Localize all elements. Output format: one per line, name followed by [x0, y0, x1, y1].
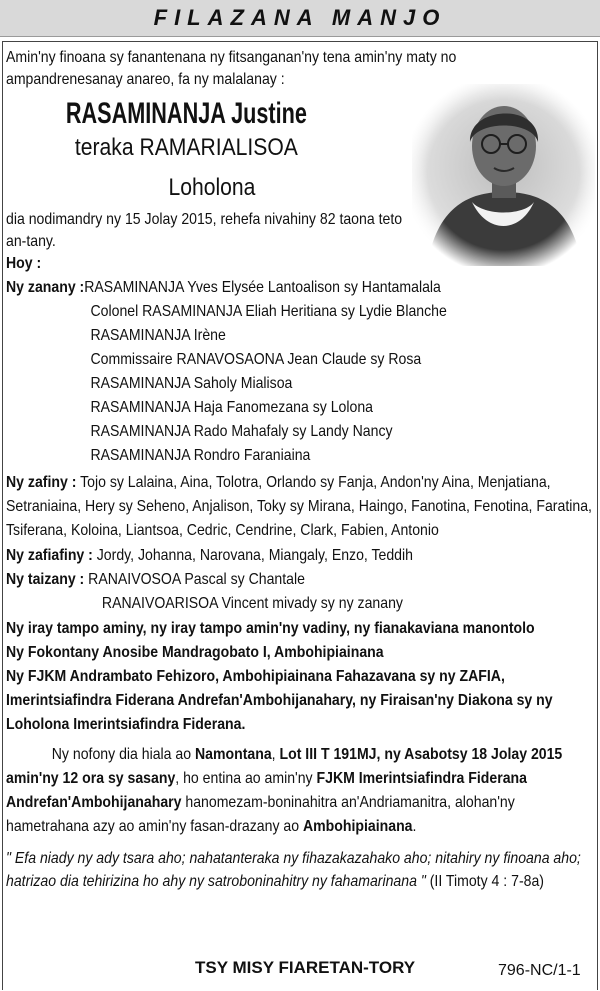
funeral-notice — [6, 743, 594, 839]
child-line: RASAMINANJA Yves Elysée Lantoalison sy Hantamalala — [84, 279, 441, 296]
obituary-body — [6, 47, 594, 893]
funeral-text: hanomezam-boninahitra an'Andriamanitra, alohan'ny hametrahana azy ao amin'ny fasan-drazany ao — [6, 794, 515, 835]
children-section — [6, 277, 594, 467]
mourners-line: Ny Fokontany Anosibe Mandragobato I, Ambohipiainana — [6, 644, 384, 661]
deceased-name-block — [6, 95, 367, 163]
siblings-section — [6, 569, 594, 615]
funeral-address-date: Lot III T 191MJ, ny Asabotsy 18 Jolay 2015 amin'ny 12 ora sy sasany — [6, 746, 563, 787]
siblings-label: Ny taizany : — [6, 571, 85, 588]
funeral-text: . — [412, 818, 417, 835]
intro-text: Amin'ny finoana sy fanantenana ny fitsanganan'ny tena amin'ny maty no ampandrenesanay anareo, fa ny malalanay : — [6, 49, 457, 88]
grandchildren-label: Ny zafiny : — [6, 474, 77, 491]
funeral-text: , — [271, 746, 280, 763]
child-line: RASAMINANJA Rondro Faraniaina — [90, 447, 311, 464]
verse-reference: (II Timoty 4 : 7-8a) — [429, 873, 544, 890]
burial-place: Ambohipiainana — [302, 818, 413, 835]
child-line: RASAMINANJA Haja Fanomezana sy Lolona — [90, 399, 374, 416]
reference-code: 796-NC/1-1 — [498, 962, 581, 979]
signature: TSY MISY FIARETAN-TORY — [195, 958, 416, 977]
great-grandchildren-section — [6, 545, 594, 567]
child-line: RASAMINANJA Rado Mahafaly sy Landy Nancy — [90, 423, 393, 440]
sibling-line: RANAIVOARISOA Vincent mivady sy ny zanany — [101, 595, 403, 612]
header-title: FILAZANA MANJO — [153, 5, 447, 30]
child-line: Commissaire RANAVOSAONA Jean Claude sy Rosa — [90, 351, 422, 368]
death-notice: dia nodimandry ny 15 Jolay 2015, rehefa nivahiny 82 taona teto an-tany. — [6, 211, 403, 250]
deceased-title: Loholona — [168, 174, 256, 201]
child-line: RASAMINANJA Irène — [90, 327, 226, 344]
deceased-name: RASAMINANJA Justine — [65, 97, 307, 130]
deceased-birth-name: teraka RAMARIALISOA — [74, 134, 298, 161]
header-bar — [0, 0, 600, 37]
funeral-text: , ho entina ao amin'ny — [175, 770, 317, 787]
child-line: Colonel RASAMINANJA Eliah Heritiana sy Lydie Blanche — [90, 303, 447, 320]
mourners-line: Ny iray tampo aminy, ny iray tampo amin'ny vadiny, ny fianakaviana manontolo — [6, 620, 535, 637]
child-line: RASAMINANJA Saholy Mialisoa — [90, 375, 293, 392]
hoy-label: Hoy : — [6, 255, 42, 272]
sibling-line: RANAIVOSOA Pascal sy Chantale — [88, 571, 305, 588]
great-grandchildren-label: Ny zafiafiny : — [6, 547, 93, 564]
mourners-line: Ny FJKM Andrambato Fehizoro, Ambohipiainana Fahazavana sy ny ZAFIA, Imerintsiafindra Fiderana Andrefan'Ambohijanahary, ny Firaisan'ny Diakona sy ny Loholona Imerintsiafindra Fiderana. — [6, 668, 553, 733]
children-label: Ny zanany : — [6, 279, 85, 296]
bible-verse — [6, 847, 594, 893]
mourners-section — [6, 617, 594, 737]
grandchildren-section — [6, 471, 594, 543]
funeral-text: Ny nofony dia hiala ao — [51, 746, 196, 763]
name-spacer — [6, 91, 594, 175]
funeral-church: FJKM Imerintsiafindra Fiderana Andrefan'Ambohijanahary — [6, 770, 527, 811]
funeral-place: Namontana — [195, 746, 272, 763]
verse-text: " Efa niady ny ady tsara aho; nahatanteraka ny fihazakazahako aho; nitahiry ny finoana aho; hatrizao dia tehirizina ho ahy ny satroboninahitry ny fahamarinana " — [6, 850, 581, 890]
grandchildren-text: Tojo sy Lalaina, Aina, Tolotra, Orlando sy Fanja, Andon'ny Aina, Menjatiana, Setraniaina, Hery sy Seheno, Anjalison, Toky sy Mirana, Haingo, Fanotina, Fenotina, Faratina, Tsiferana, Koloina, Liantsoa, Cedric, Cendrine, Clark, Fabien, Antonio — [6, 474, 592, 539]
great-grandchildren-text: Jordy, Johanna, Narovana, Miangaly, Enzo, Teddih — [96, 547, 413, 564]
